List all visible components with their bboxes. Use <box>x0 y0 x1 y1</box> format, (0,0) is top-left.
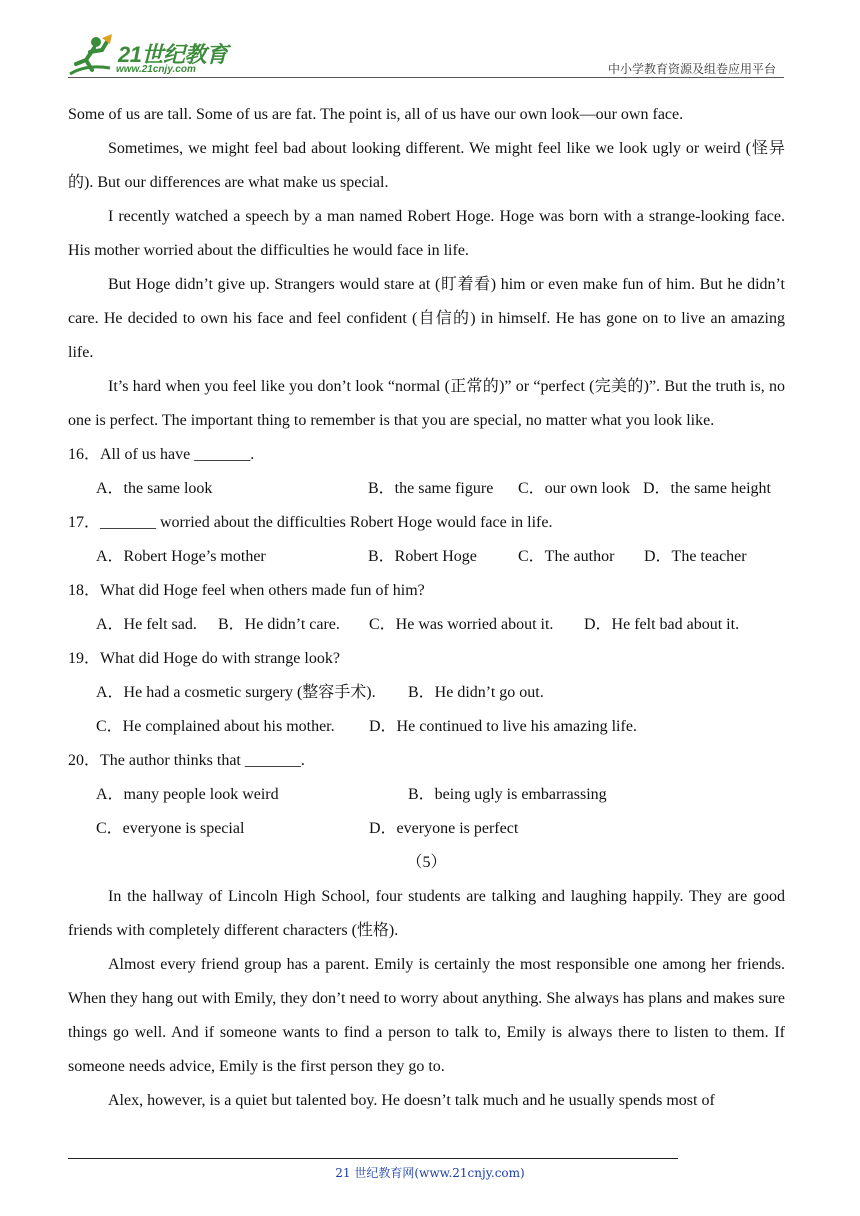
option-d: D．the same height <box>643 480 771 497</box>
question-options <box>68 710 785 744</box>
option-d: D．He felt bad about it. <box>584 616 740 633</box>
question-stem: 17．_______ worried about the difficulties Robert Hoge would face in life. <box>68 514 553 531</box>
question-stem: 20．The author thinks that _______. <box>68 752 305 769</box>
question-options <box>68 540 785 574</box>
question-options <box>68 778 785 812</box>
option-a: A．Robert Hoge’s mother <box>96 548 266 565</box>
option-a: A．He had a cosmetic surgery (整容手术). <box>96 684 376 701</box>
section-label: （5） <box>406 854 447 871</box>
option-c: C．our own look <box>518 480 631 497</box>
passage-paragraph: It’s hard when you feel like you don’t look “normal (正常的)” or “perfect (完美的)”. But the truth is, no one is perfect. The important thing to remember is that you are special, no matter what you look like. <box>68 378 785 429</box>
logo-text: 21世纪教育 <box>118 42 228 67</box>
question-options <box>68 676 785 710</box>
option-c: C．He complained about his mother. <box>96 718 335 735</box>
question-stem: 16．All of us have _______. <box>68 446 255 463</box>
question-options <box>68 608 785 642</box>
passage-paragraph: Sometimes, we might feel bad about looking different. We might feel like we look ugly or weird (怪异的). But our differences are what make us special. <box>68 140 785 191</box>
footer-divider <box>68 1158 678 1159</box>
site-logo <box>66 34 236 78</box>
option-b: B．being ugly is embarrassing <box>408 786 607 803</box>
footer-link[interactable]: 21 世纪教育网(www.21cnjy.com) <box>335 1166 525 1180</box>
option-c: C．The author <box>518 548 615 565</box>
logo-url: www.21cnjy.com <box>116 64 196 75</box>
option-a: A．He felt sad. <box>96 616 197 633</box>
option-b: B．He didn’t care. <box>218 616 340 633</box>
question-options <box>68 472 785 506</box>
header-divider <box>68 77 784 78</box>
platform-label: 中小学教育资源及组卷应用平台 <box>607 62 776 76</box>
passage-paragraph: Almost every friend group has a parent. Emily is certainly the most responsible one among her friends. When they hang out with Emily, they don’t need to worry about anything. She always has plans and makes sure things go well. And if someone wants to find a person to talk to, Emily is always there to listen to them. If someone needs advice, Emily is the first person they go to. <box>68 956 785 1075</box>
question-stem: 18．What did Hoge feel when others made fun of him? <box>68 582 425 599</box>
passage-paragraph: But Hoge didn’t give up. Strangers would stare at (盯着看) him or even make fun of him. But he didn’t care. He decided to own his face and feel confident (自信的) in himself. He has gone on to live an amazing life. <box>68 276 785 361</box>
page-header <box>0 0 860 80</box>
runner-icon <box>66 34 116 78</box>
question-options <box>68 812 785 846</box>
passage-paragraph: Alex, however, is a quiet but talented boy. He doesn’t talk much and he usually spends most of <box>108 1092 715 1109</box>
option-c: C．everyone is special <box>96 820 245 837</box>
option-d: D．He continued to live his amazing life. <box>369 718 637 735</box>
document-body <box>68 98 785 1118</box>
option-b: B．Robert Hoge <box>368 548 477 565</box>
passage-paragraph: Some of us are tall. Some of us are fat. The point is, all of us have our own look—our own face. <box>68 106 684 123</box>
passage-paragraph: I recently watched a speech by a man named Robert Hoge. Hoge was born with a strange-looking face. His mother worried about the difficulties he would face in life. <box>68 208 785 259</box>
option-a: A．many people look weird <box>96 786 279 803</box>
option-b: B．He didn’t go out. <box>408 684 544 701</box>
passage-paragraph: In the hallway of Lincoln High School, four students are talking and laughing happily. They are good friends with completely different characters (性格). <box>68 888 785 939</box>
option-d: D．The teacher <box>644 548 747 565</box>
option-b: B．the same figure <box>368 480 494 497</box>
option-a: A．the same look <box>96 480 213 497</box>
question-stem: 19．What did Hoge do with strange look? <box>68 650 340 667</box>
option-d: D．everyone is perfect <box>369 820 519 837</box>
option-c: C．He was worried about it. <box>369 616 554 633</box>
